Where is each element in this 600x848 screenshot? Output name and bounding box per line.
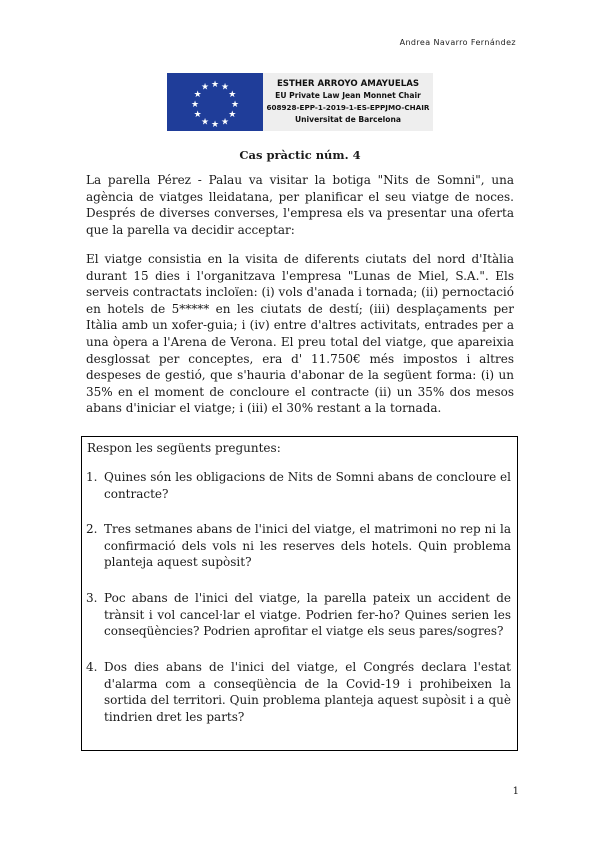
case-paragraph-2: El viatge consistia en la visita de diferents ciutats del nord d'Itàlia durant 15 dies i l'organitzava l'empresa "Lunas de Miel, S.A.". Els serveis contractats incloïen: (i) vols d'anada i tornada; (ii) pernoctació en hotels de 5***** en les ciutats de destí; (iii) desplaçaments per Itàlia amb un xofer-guia; i (iv) entre d'altres activitats, entrades per a una òpera a l'Arena de Verona. El preu total del viatge, que apareixia desglossat per conceptes, era d' 11.750€ més impostos i altres despeses de gestió, que s'hauria d'abonar de la següent forma: (i) un 35% en el moment de concloure el contracte (ii) un 35% dos mesos abans d'iniciar el viatge; i (iii) el 30% restant a la tornada.: [86, 252, 514, 416]
eu-flag-icon: [167, 73, 263, 131]
chair-text: [263, 73, 433, 131]
question-text: Dos dies abans de l'inici del viatge, el Congrés declara l'estat d'alarma com a conseqüència de la Covid-19 i prohibeixen la sortida del territori. Quin problema planteja aquest supòsit i a què tindrien dret les parts?: [104, 660, 511, 724]
svg-text:★: ★: [193, 110, 202, 120]
svg-text:★: ★: [220, 82, 230, 93]
svg-text:★: ★: [228, 90, 237, 100]
question-item: [86, 590, 511, 640]
svg-text:★: ★: [220, 117, 230, 128]
svg-text:★: ★: [210, 120, 220, 130]
svg-text:★: ★: [230, 100, 240, 110]
chair-banner: [167, 73, 433, 131]
svg-text:★: ★: [200, 117, 210, 128]
page-title: Cas pràctic núm. 4: [239, 148, 361, 162]
chair-project-code: 608928-EPP-1-2019-1-ES-EPPJMO-CHAIR: [266, 103, 430, 112]
question-text: Quines són les obligacions de Nits de Somni abans de concloure el contracte?: [104, 470, 511, 501]
svg-text:★: ★: [228, 110, 237, 120]
case-paragraph-1: La parella Pérez - Palau va visitar la botiga "Nits de Somni", una agència de viatges lleidatana, per planificar el seu viatge de noces. Després de diverses converses, l'empresa els va presentar una oferta que la parella va decidir acceptar:: [86, 173, 514, 237]
question-item: [86, 659, 511, 725]
page-number: 1: [512, 786, 519, 797]
question-number: 4.: [86, 660, 98, 674]
question-item: [86, 521, 511, 571]
questions-intro: Respon les següents preguntes:: [87, 441, 281, 455]
chair-title: EU Private Law Jean Monnet Chair: [275, 91, 421, 100]
header-author: Andrea Navarro Fernández: [399, 38, 516, 47]
question-number: 3.: [86, 591, 98, 605]
chair-holder-name: ESTHER ARROYO AMAYUELAS: [276, 79, 420, 89]
svg-text:★: ★: [190, 100, 200, 110]
svg-text:★: ★: [193, 90, 202, 100]
question-text: Tres setmanes abans de l'inici del viatge, el matrimoni no rep ni la confirmació dels vols ni les reserves dels hotels. Quin problema planteja aquest supòsit?: [104, 522, 511, 570]
questions-box: [81, 436, 518, 751]
chair-university: Universitat de Barcelona: [294, 115, 402, 124]
question-text: Poc abans de l'inici del viatge, la parella pateix un accident de trànsit i vol cancel·lar el viatge. Podrien fer-ho? Quines serien les conseqüències? Podrien aprofitar el viatge els seus pares/sogres?: [104, 591, 511, 639]
question-item: [86, 469, 511, 502]
question-number: 1.: [86, 470, 98, 484]
svg-text:★: ★: [210, 80, 220, 90]
question-number: 2.: [86, 522, 98, 536]
svg-text:★: ★: [200, 82, 210, 93]
